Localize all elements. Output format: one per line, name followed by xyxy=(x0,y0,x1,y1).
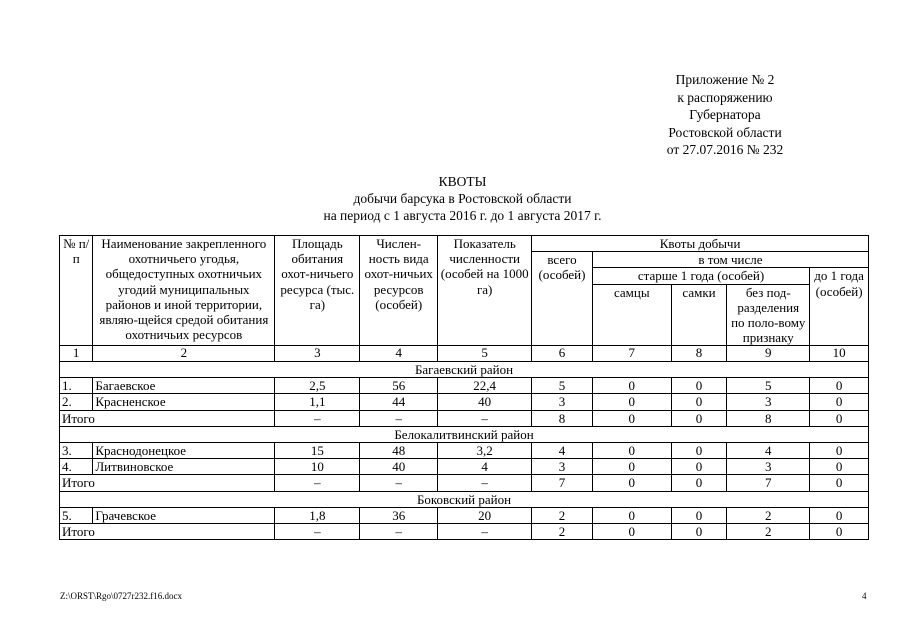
row-nosex-cell: 3 xyxy=(727,394,810,410)
header-quotas: Квоты добычи xyxy=(532,236,869,252)
row-total-cell: 3 xyxy=(532,394,593,410)
total-nosex-cell: 8 xyxy=(727,410,810,426)
row-females-cell: 0 xyxy=(671,394,727,410)
row-total-cell: 2 xyxy=(532,507,593,523)
row-young-cell: 0 xyxy=(810,442,869,458)
title-line: добычи барсука в Ростовской области xyxy=(353,191,572,206)
appendix-line: Приложение № 2 xyxy=(675,72,775,87)
row-males-cell: 0 xyxy=(592,378,671,394)
header-name: Наименование закрепленного охотничьего угодья, общедоступных охотничьих угодий муниципальных районов и иной территории, являю-щейся средой обитания охотничьих ресурсов xyxy=(93,236,275,346)
row-name-cell: Литвиновское xyxy=(93,459,275,475)
row-young-cell: 0 xyxy=(810,394,869,410)
title-heading: КВОТЫ xyxy=(438,174,487,189)
total-row xyxy=(60,410,869,426)
header-index: Показатель численности (особей на 1000 га) xyxy=(438,236,532,346)
column-number-cell: 7 xyxy=(592,346,671,362)
total-females-cell: 0 xyxy=(671,523,727,539)
row-total-cell: 3 xyxy=(532,459,593,475)
row-females-cell: 0 xyxy=(671,442,727,458)
total-pop-cell: – xyxy=(360,475,438,491)
row-pop-cell: 48 xyxy=(360,442,438,458)
row-number-cell: 5. xyxy=(60,507,93,523)
row-total-cell: 5 xyxy=(532,378,593,394)
footer-file-path: Z:\ORST\Rgo\0727r232.f16.docx xyxy=(60,591,182,601)
title-line: на период с 1 августа 2016 г. до 1 августа 2017 г. xyxy=(323,208,602,223)
row-pop-cell: 44 xyxy=(360,394,438,410)
row-males-cell: 0 xyxy=(592,394,671,410)
row-index-cell: 3,2 xyxy=(438,442,532,458)
row-index-cell: 22,4 xyxy=(438,378,532,394)
district-name-cell: Багаевский район xyxy=(60,361,869,377)
column-number-cell: 3 xyxy=(275,346,360,362)
column-number-cell: 2 xyxy=(93,346,275,362)
total-index-cell: – xyxy=(438,475,532,491)
table-body xyxy=(60,346,869,540)
footer-page-number: 4 xyxy=(862,591,867,601)
quota-table xyxy=(59,235,869,540)
row-index-cell: 20 xyxy=(438,507,532,523)
appendix-line: от 27.07.2016 № 232 xyxy=(666,142,784,157)
table-row xyxy=(60,442,869,458)
column-numbers-row xyxy=(60,346,869,362)
total-females-cell: 0 xyxy=(671,410,727,426)
total-males-cell: 0 xyxy=(592,523,671,539)
row-area-cell: 15 xyxy=(275,442,360,458)
total-index-cell: – xyxy=(438,523,532,539)
total-females-cell: 0 xyxy=(671,475,727,491)
column-number-cell: 5 xyxy=(438,346,532,362)
total-label-cell: Итого xyxy=(60,475,275,491)
column-number-cell: 10 xyxy=(810,346,869,362)
column-number-cell: 9 xyxy=(727,346,810,362)
total-total-cell: 7 xyxy=(532,475,593,491)
appendix-line: Ростовской области xyxy=(668,124,782,140)
total-nosex-cell: 2 xyxy=(727,523,810,539)
total-pop-cell: – xyxy=(360,410,438,426)
district-name-cell: Белокалитвинский район xyxy=(60,426,869,442)
total-row xyxy=(60,475,869,491)
total-males-cell: 0 xyxy=(592,475,671,491)
row-number-cell: 2. xyxy=(60,394,93,410)
row-index-cell: 4 xyxy=(438,459,532,475)
row-females-cell: 0 xyxy=(671,459,727,475)
row-young-cell: 0 xyxy=(810,378,869,394)
document-title xyxy=(60,173,865,224)
header-females: самки xyxy=(671,284,727,346)
row-name-cell: Краснодонецкое xyxy=(93,442,275,458)
header-area: Площадь обитания охот-ничьего ресурса (тыс. га) xyxy=(275,236,360,346)
total-young-cell: 0 xyxy=(810,523,869,539)
row-number-cell: 4. xyxy=(60,459,93,475)
column-number-cell: 1 xyxy=(60,346,93,362)
total-area-cell: – xyxy=(275,475,360,491)
total-label-cell: Итого xyxy=(60,523,275,539)
row-pop-cell: 40 xyxy=(360,459,438,475)
district-name-cell: Боковский район xyxy=(60,491,869,507)
row-males-cell: 0 xyxy=(592,507,671,523)
row-males-cell: 0 xyxy=(592,442,671,458)
row-total-cell: 4 xyxy=(532,442,593,458)
total-total-cell: 8 xyxy=(532,410,593,426)
row-name-cell: Красненское xyxy=(93,394,275,410)
district-row xyxy=(60,491,869,507)
header-population: Числен-ность вида охот-ничьих ресурсов (особей) xyxy=(360,236,438,346)
total-area-cell: – xyxy=(275,410,360,426)
total-area-cell: – xyxy=(275,523,360,539)
header-num: № п/п xyxy=(60,236,93,346)
row-area-cell: 10 xyxy=(275,459,360,475)
row-nosex-cell: 3 xyxy=(727,459,810,475)
row-young-cell: 0 xyxy=(810,459,869,475)
header-males: самцы xyxy=(592,284,671,346)
table-row xyxy=(60,507,869,523)
row-males-cell: 0 xyxy=(592,459,671,475)
column-number-cell: 8 xyxy=(671,346,727,362)
total-pop-cell: – xyxy=(360,523,438,539)
row-nosex-cell: 5 xyxy=(727,378,810,394)
total-row xyxy=(60,523,869,539)
table-row xyxy=(60,459,869,475)
table-row xyxy=(60,394,869,410)
column-number-cell: 4 xyxy=(360,346,438,362)
total-young-cell: 0 xyxy=(810,410,869,426)
row-number-cell: 1. xyxy=(60,378,93,394)
appendix-line: Губернатора xyxy=(689,107,761,122)
total-nosex-cell: 7 xyxy=(727,475,810,491)
row-pop-cell: 56 xyxy=(360,378,438,394)
header-no-sex: без под-разделения по поло-вому признаку xyxy=(727,284,810,346)
header-including: в том числе xyxy=(592,252,868,268)
row-pop-cell: 36 xyxy=(360,507,438,523)
row-name-cell: Грачевское xyxy=(93,507,275,523)
row-index-cell: 40 xyxy=(438,394,532,410)
appendix-header xyxy=(560,71,890,159)
total-males-cell: 0 xyxy=(592,410,671,426)
row-females-cell: 0 xyxy=(671,507,727,523)
district-row xyxy=(60,426,869,442)
row-young-cell: 0 xyxy=(810,507,869,523)
header-total: всего (особей) xyxy=(532,252,593,346)
column-number-cell: 6 xyxy=(532,346,593,362)
row-area-cell: 2,5 xyxy=(275,378,360,394)
row-area-cell: 1,1 xyxy=(275,394,360,410)
header-older: старше 1 года (особей) xyxy=(592,268,809,284)
header-young: до 1 года (особей) xyxy=(810,268,869,346)
table-row xyxy=(60,378,869,394)
total-young-cell: 0 xyxy=(810,475,869,491)
appendix-line: к распоряжению xyxy=(677,89,773,105)
row-name-cell: Багаевское xyxy=(93,378,275,394)
row-area-cell: 1,8 xyxy=(275,507,360,523)
total-index-cell: – xyxy=(438,410,532,426)
total-label-cell: Итого xyxy=(60,410,275,426)
row-females-cell: 0 xyxy=(671,378,727,394)
row-number-cell: 3. xyxy=(60,442,93,458)
district-row xyxy=(60,361,869,377)
total-total-cell: 2 xyxy=(532,523,593,539)
row-nosex-cell: 2 xyxy=(727,507,810,523)
row-nosex-cell: 4 xyxy=(727,442,810,458)
